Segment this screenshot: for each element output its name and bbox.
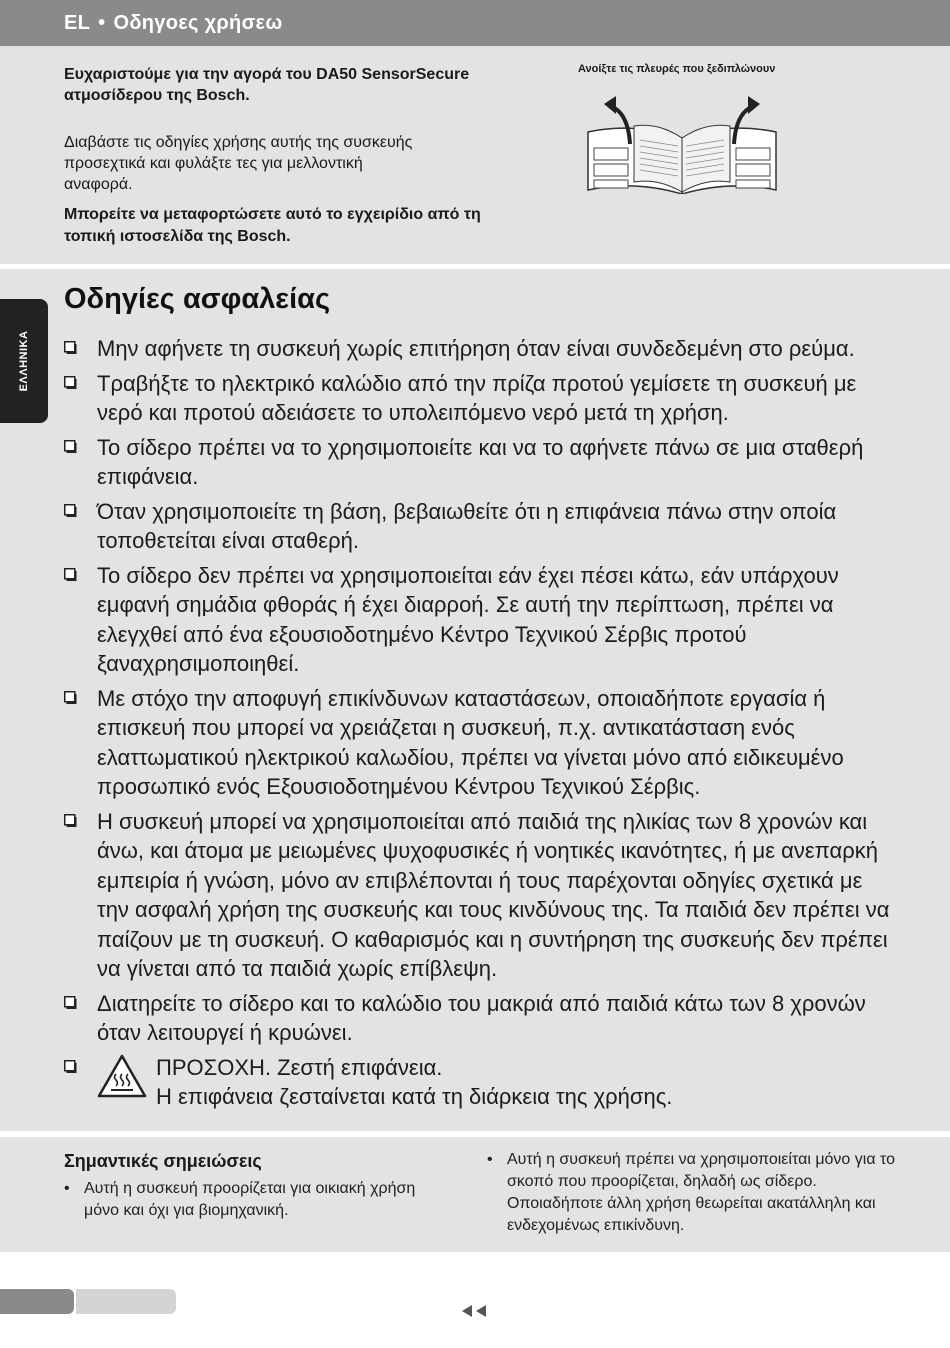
list-item: • Αυτή η συσκευή πρέπει να χρησιμοποιείται μόνο για το σκοπό που προορίζεται, δηλαδή ως σίδερο. Οποιαδήποτε άλλη χρήση θεωρείται ακατάλληλη και ενδεχομένως επικίνδυνη. <box>487 1149 907 1237</box>
safety-item-text: Διατηρείτε το σίδερο και το καλώδιο του μακριά από παιδιά κάτω των 8 χρονών όταν λειτουργεί ή κρυώνει. <box>97 990 866 1045</box>
language-tab-label: ΕΛΛΗΝΙΚΑ <box>18 330 30 392</box>
list-item <box>64 497 890 556</box>
list-item-warning <box>64 1053 890 1112</box>
square-bullet-icon <box>64 341 77 354</box>
notes-column-1 <box>64 1178 444 1222</box>
square-bullet-icon <box>64 568 77 581</box>
list-item <box>64 807 890 984</box>
page-indicator-active <box>0 1289 74 1314</box>
notes-column-2 <box>487 1149 907 1237</box>
square-bullet-icon <box>64 814 77 827</box>
list-item: • Αυτή η συσκευή προορίζεται για οικιακή χρήση μόνο και όχι για βιομηχανική. <box>64 1178 444 1222</box>
list-item <box>64 989 890 1048</box>
square-bullet-icon <box>64 440 77 453</box>
safety-item-text: Μην αφήνετε τη συσκευή χωρίς επιτήρηση όταν είναι συνδεδεμένη στο ρεύμα. <box>97 336 855 361</box>
square-bullet-icon <box>64 504 77 517</box>
page-indicator <box>0 1289 176 1314</box>
intro-thanks: Ευχαριστούμε για την αγορά του DA50 SensorSecure ατμοσίδερου της Bosch. <box>64 66 470 104</box>
safety-item-text: Το σίδερο δεν πρέπει να χρησιμοποιείται εάν έχει πέσει κάτω, εάν υπάρχουν εμφανή σημάδια φθοράς ή έχει διαρροή. Σε αυτή την περίπτωση, πρέπει να ελεγχθεί από ένα εξουσιοδοτημένο Κέντρο Τεχνικού Σέρβις προτού ξαναχρησιμοποιηθεί. <box>97 562 839 676</box>
header-lang: EL <box>64 12 91 34</box>
page-indicator-inactive <box>76 1289 176 1314</box>
safety-item-text: Τραβήξτε το ηλεκτρικό καλώδιο από την πρίζα προτού γεμίσετε τη συσκευή με νερό και προτού αδειάσετε το υπολειπόμενο νερό μετά τη χρήση. <box>97 370 857 425</box>
intro-read-instructions: Διαβάστε τις οδηγίες χρήσης αυτής της συσκευής προσεχτικά και φυλάξτε τες για μελλοντική αναφορά. <box>64 134 413 193</box>
safety-item-text: Όταν χρησιμοποιείτε τη βάση, βεβαιωθείτε ότι η επιφάνεια πάνω στην οποία τοποθετείται είναι σταθερή. <box>97 498 837 553</box>
list-item <box>64 369 890 428</box>
notes-panel <box>0 1137 950 1252</box>
double-arrow-left-icon[interactable] <box>460 1304 488 1318</box>
warning-line-1: ΠΡΟΣΟΧΗ. Ζεστή επιφάνεια. <box>156 1054 443 1080</box>
square-bullet-icon <box>64 376 77 389</box>
safety-title: Οδηγίες ασφαλείας <box>64 283 331 315</box>
safety-list <box>64 334 890 1117</box>
header-title: Οδηγοες χρήσεω <box>113 12 283 34</box>
fold-out-book-icon <box>584 82 780 194</box>
square-bullet-icon <box>64 691 77 704</box>
safety-item-text: Το σίδερο πρέπει να το χρησιμοποιείτε και να το αφήνετε πάνω σε μια σταθερή επιφάνεια. <box>97 434 864 489</box>
header-separator: • <box>98 12 106 34</box>
language-side-tab <box>0 299 48 423</box>
list-item <box>64 684 890 802</box>
safety-item-text: Η συσκευή μπορεί να χρησιμοποιείται από παιδιά της ηλικίας των 8 χρονών και άνω, και άτομα με μειωμένες ψυχοφυσικές ή νοητικές ικανότητες, ή με ανεπαρκή εμπειρία ή γνώση, μόνο αν επιβλέπονται ή τους παρέχονται οδηγίες σχετικά με την ασφαλή χρήση της συσκευής και τους κινδύνους της. Τα παιδιά δεν πρέπει να παίζουν με τη συσκευή. Ο καθαρισμός και η συντήρηση της συσκευής δεν πρέπει να γίνεται από τα παιδιά χωρίς επίβλεψη. <box>97 808 890 981</box>
list-item <box>64 334 890 364</box>
square-bullet-icon <box>64 1060 77 1073</box>
safety-item-text: Με στόχο την αποφυγή επικίνδυνων καταστάσεων, οποιαδήποτε εργασία ή επισκευή που μπορεί να χρειάζεται η συσκευή, π.χ. αντικατάσταση ενός ελαττωματικού ηλεκτρικού καλωδίου, πρέπει να γίνεται μόνο από ειδικευμένο προσωπικό ενός Εξουσιοδοτημένου Κέντρου Τεχνικού Σέρβις. <box>97 685 844 799</box>
hot-surface-warning-icon <box>97 1054 147 1098</box>
intro-download-note: Μπορείτε να μεταφορτώσετε αυτό το εγχειρίδιο από τη τοπική ιστοσελίδα της Bosch. <box>64 206 481 245</box>
square-bullet-icon <box>64 996 77 1009</box>
header-bar <box>0 0 950 46</box>
intro-panel <box>0 46 950 264</box>
list-item <box>64 561 890 679</box>
fold-out-caption: Ανοίξτε τις πλευρές που ξεδιπλώνουν <box>578 63 776 75</box>
notes-title: Σημαντικές σημειώσεις <box>64 1151 262 1171</box>
header-text <box>64 12 283 35</box>
list-item <box>64 433 890 492</box>
warning-line-2: Η επιφάνεια ζεσταίνεται κατά τη διάρκεια της χρήσης. <box>156 1084 673 1109</box>
